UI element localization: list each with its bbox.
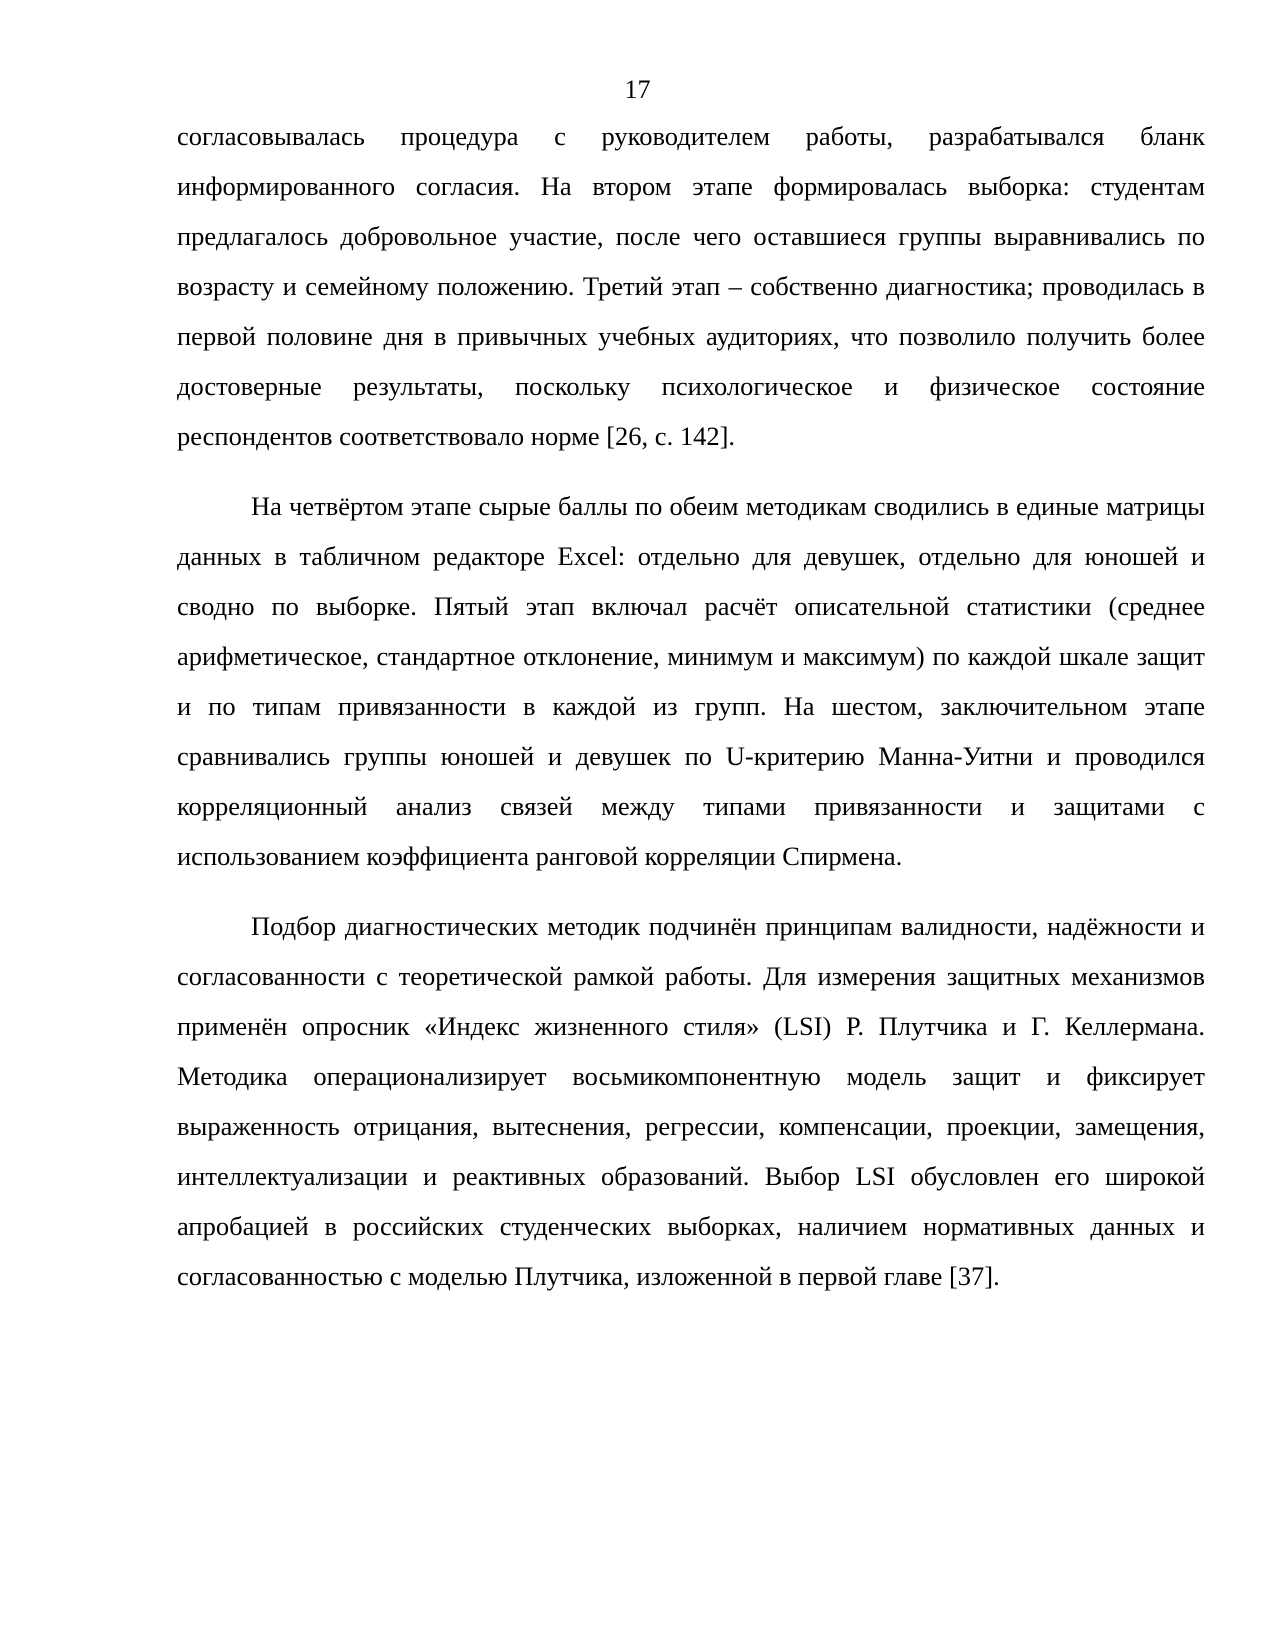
paragraph-analysis-stages: На четвёртом этапе сырые баллы по обеим методикам сводились в единые матрицы данных в табличном редакторе Excel: отдельно для девушек, отдельно для юношей и сводно по выборке. Пятый этап включал расчёт описательной статистики (среднее арифметическое, стандартное отклонение, минимум и максимум) по каждой шкале защит и по типам привязанности в каждой из групп. На шестом, заключительном этапе сравнивались группы юношей и девушек по U-критерию Манна-Уитни и проводился корреляционный анализ связей между типами привязанности и защитами с использованием коэффициента ранговой корреляции Спирмена.	[177, 491, 1205, 871]
paragraph-continued: согласовывалась процедура с руководителем работы, разрабатывался бланк информированного согласия. На втором этапе формировалась выборка: студентам предлагалось добровольное участие, после чего оставшиеся группы выравнивались по возрасту и семейному положению. Третий этап – собственно диагностика; проводилась в первой половине дня в привычных учебных аудиториях, что позволило получить более достоверные результаты, поскольку психологическое и физическое состояние респондентов соответствовало норме [26, с. 142].	[177, 121, 1205, 451]
body-text	[177, 111, 1205, 1321]
page-number: 17	[624, 75, 651, 104]
paragraph-methods-selection: Подбор диагностических методик подчинён принципам валидности, надёжности и согласованности с теоретической рамкой работы. Для измерения защитных механизмов применён опросник «Индекс жизненного стиля» (LSI) Р. Плутчика и Г. Келлермана. Методика операционализирует восьмикомпонентную модель защит и фиксирует выраженность отрицания, вытеснения, регрессии, компенсации, проекции, замещения, интеллектуализации и реактивных образований. Выбор LSI обусловлен его широкой апробацией в российских студенческих выборках, наличием нормативных данных и согласованностью с моделью Плутчика, изложенной в первой главе [37].	[177, 911, 1205, 1291]
